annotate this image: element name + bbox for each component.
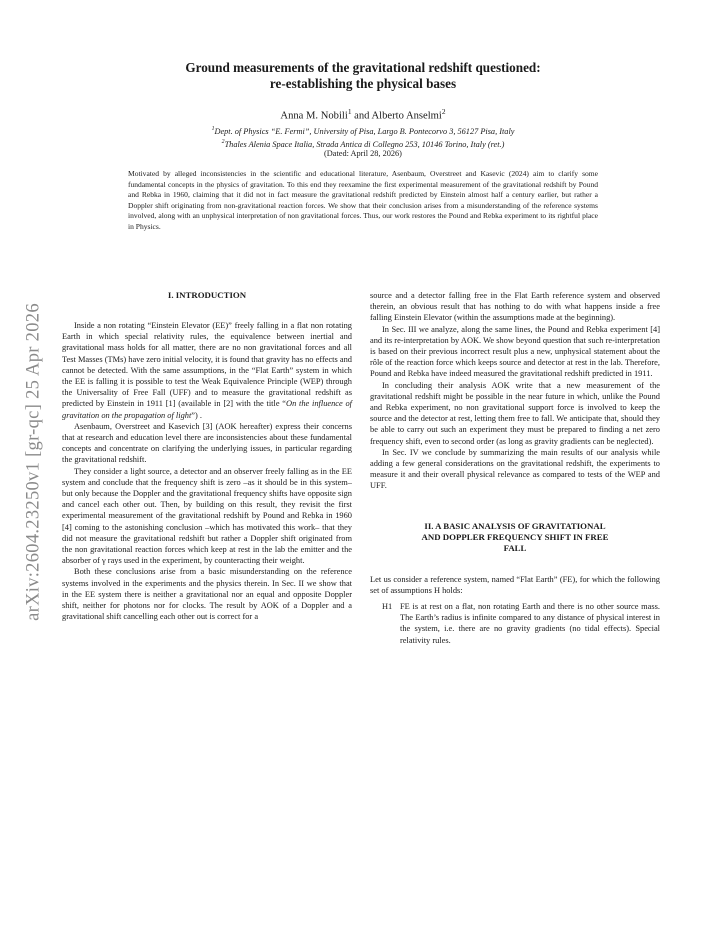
affiliations [120, 124, 606, 150]
intro-p1-end: ”) . [191, 410, 202, 420]
affiliation-1 [120, 124, 606, 137]
intro-paragraph-4: Both these conclusions arise from a basic misunderstanding on the reference systems involved in the experiments and the physics therein. In Sec. II we show that in the EE system there is neither a gravitational nor an equal and opposite Doppler shift, neither for photons nor for clocks. The result by AOK of a Doppler and a gravitational shift cancelling each other out is correct for a [62, 567, 352, 622]
section-2-heading-line-3: FALL [503, 542, 527, 553]
section-2-heading-line-1: II. A BASIC ANALYSIS OF GRAVITATIONAL [424, 520, 606, 531]
right-column [370, 290, 660, 646]
affiliation-2 [120, 137, 606, 150]
intro-paragraph-1 [62, 320, 352, 421]
author-1: Anna M. Nobili [280, 110, 348, 122]
section-2-heading-line-2: AND DOPPLER FREQUENCY SHIFT IN FREE [421, 531, 609, 542]
assumption-h1-label: H1 [382, 602, 393, 612]
left-column [62, 290, 352, 622]
assumption-h1 [370, 601, 660, 646]
affiliation-2-text: Thales Alenia Space Italia, Strada Antica di Collegno 253, 10146 Torino, Italy (ret.) [224, 139, 505, 149]
author-2-affil: 2 [441, 107, 446, 116]
intro-p1-text: Inside a non rotating “Einstein Elevator (EE)” freely falling in a flat non rotating Earth in which special relativity rules, the equivalence between inertial and gravitational mass holds for all matter, there are no non gravitational forces and all Test Masses (TMs) have zero initial velocity, it is found that gravity has no effects and cannot be detected. With the same assumptions, in the “Flat Earth” system in which the EE is falling it is possible to test the Weak Equivalence Principle (WEP) through the Universality of Free Fall (UFF) and to measure the gravitational redshift as predicted by Einstein in 1911 [1] (available in [2] with the title “ [62, 321, 352, 409]
authors [120, 107, 606, 122]
abstract: Motivated by alleged inconsistencies in the scientific and educational literature, Asenbaum, Overstreet and Kasevic (2024) aim to clarify some fundamental concepts in the physics of gravitation. To this end they reexamine the first experimental measurement of the gravitational redshift by Pound and Rebka in 1960, claiming that it did not in fact measure the gravitational redshift predicted by Einstein almost half a century earlier, but rather a Doppler shift originating from non-gravitational reaction forces. We show that their conclusion arises from a misunderstanding of the reference systems involved, along with an unphysical interpretation of non gravitational forces. Thus, our work restores the Pound and Rebka experiment to its rightful place in Physics. [128, 169, 598, 231]
intro-paragraph-2: Asenbaum, Overstreet and Kasevich [3] (AOK hereafter) express their concerns that at research and education level there are inconsistencies about these fundamental concepts and concentrate on clarifying the underlying issues, in particular regarding the gravitational redshift. [62, 421, 352, 465]
affiliation-2-mark: 2 [221, 138, 225, 145]
title-line-1: Ground measurements of the gravitational redshift questioned: [185, 60, 541, 75]
affiliation-1-text: Dept. of Physics “E. Fermi”, University of Pisa, Largo B. Pontecorvo 3, 56127 Pisa, Italy [214, 126, 515, 136]
assumption-h1-text: FE is at rest on a flat, non rotating Earth and there is no other source mass. The Earth’s radius is infinite compared to any distance of physical interest in the system, i.e. there are no gravity gradients (no tidal effects). Special relativity rules. [400, 602, 660, 645]
section-2-heading [370, 521, 660, 554]
affiliation-1-mark: 1 [211, 126, 215, 132]
intro-p1-italic-title: On the influence of gravitation on the propagation of light [62, 399, 352, 420]
intro-paragraph-6: In Sec. III we analyze, along the same lines, the Pound and Rebka experiment [4] and its re-interpretation by AOK. We show beyond question that such re-interpretation is based on their previous incorrect result plus a new, unphysical statement about the rôle of the reaction force which keeps source and detector at rest in the lab. Therefore, Pound and Rebka have indeed measured the gravitational redshift predicted in 1911. [370, 324, 660, 379]
title-line-2: re-establishing the physical bases [269, 76, 457, 91]
intro-paragraph-8: In Sec. IV we conclude by summarizing the main results of our analysis while adding a few general considerations on the gravitational redshift, the experiments to measure it and their overall physical relevance as compared to tests of the WEP and UFF. [370, 447, 660, 491]
intro-paragraph-3: They consider a light source, a detector and an observer freely falling as in the EE system and conclude that the frequency shift is zero –as it should be in this system– but only because the Doppler and the gravitational frequency shifts have opposite sign and cancel each other out. Then, by building on this result, they revisit the first experimental measurement of the gravitational redshift by Pound and Rebka in 1960 [4] coming to the astonishing conclusion –which has motivated this work– that they did not measure the gravitational redshift but rather a Doppler shift originated from the non gravitational reaction forces which keep at rest in the lab the emitter and the absorber of γ rays used in the experiment, by counteracting their weight. [62, 466, 352, 566]
intro-paragraph-7: In concluding their analysis AOK write that a new measurement of the gravitational redshift might be possible in the near future in which, unlike the Pound and Rebka experiment, no non gravitational support force is involved to keep the source and the detector at rest, letting them free to fall. We anticipate that, should they be able to carry out such an experiment they must be prepared to finding a net zero frequency shift, even to second order (as long as gravity gradients can be neglected). [370, 380, 660, 446]
author-1-affil: 1 [347, 107, 352, 116]
author-and: and [351, 110, 372, 122]
section-1-heading: I. INTRODUCTION [167, 290, 247, 300]
arxiv-identifier: arXiv:2604.23250v1 [gr-qc] 25 Apr 2026 [23, 303, 44, 621]
date-line: (Dated: April 28, 2026) [324, 149, 402, 158]
section-2-paragraph-1: Let us consider a reference system, named “Flat Earth” (FE), for which the following set of assumptions H holds: [370, 574, 660, 595]
author-2: Alberto Anselmi [371, 110, 442, 122]
intro-paragraph-5: source and a detector falling free in the Flat Earth reference system and observed therein, an obvious result that has nothing to do with what happens inside a free falling Einstein Elevator (within the assumptions made at the beginning). [370, 291, 660, 323]
paper-title [120, 60, 606, 92]
arxiv-sidebar [8, 0, 60, 932]
